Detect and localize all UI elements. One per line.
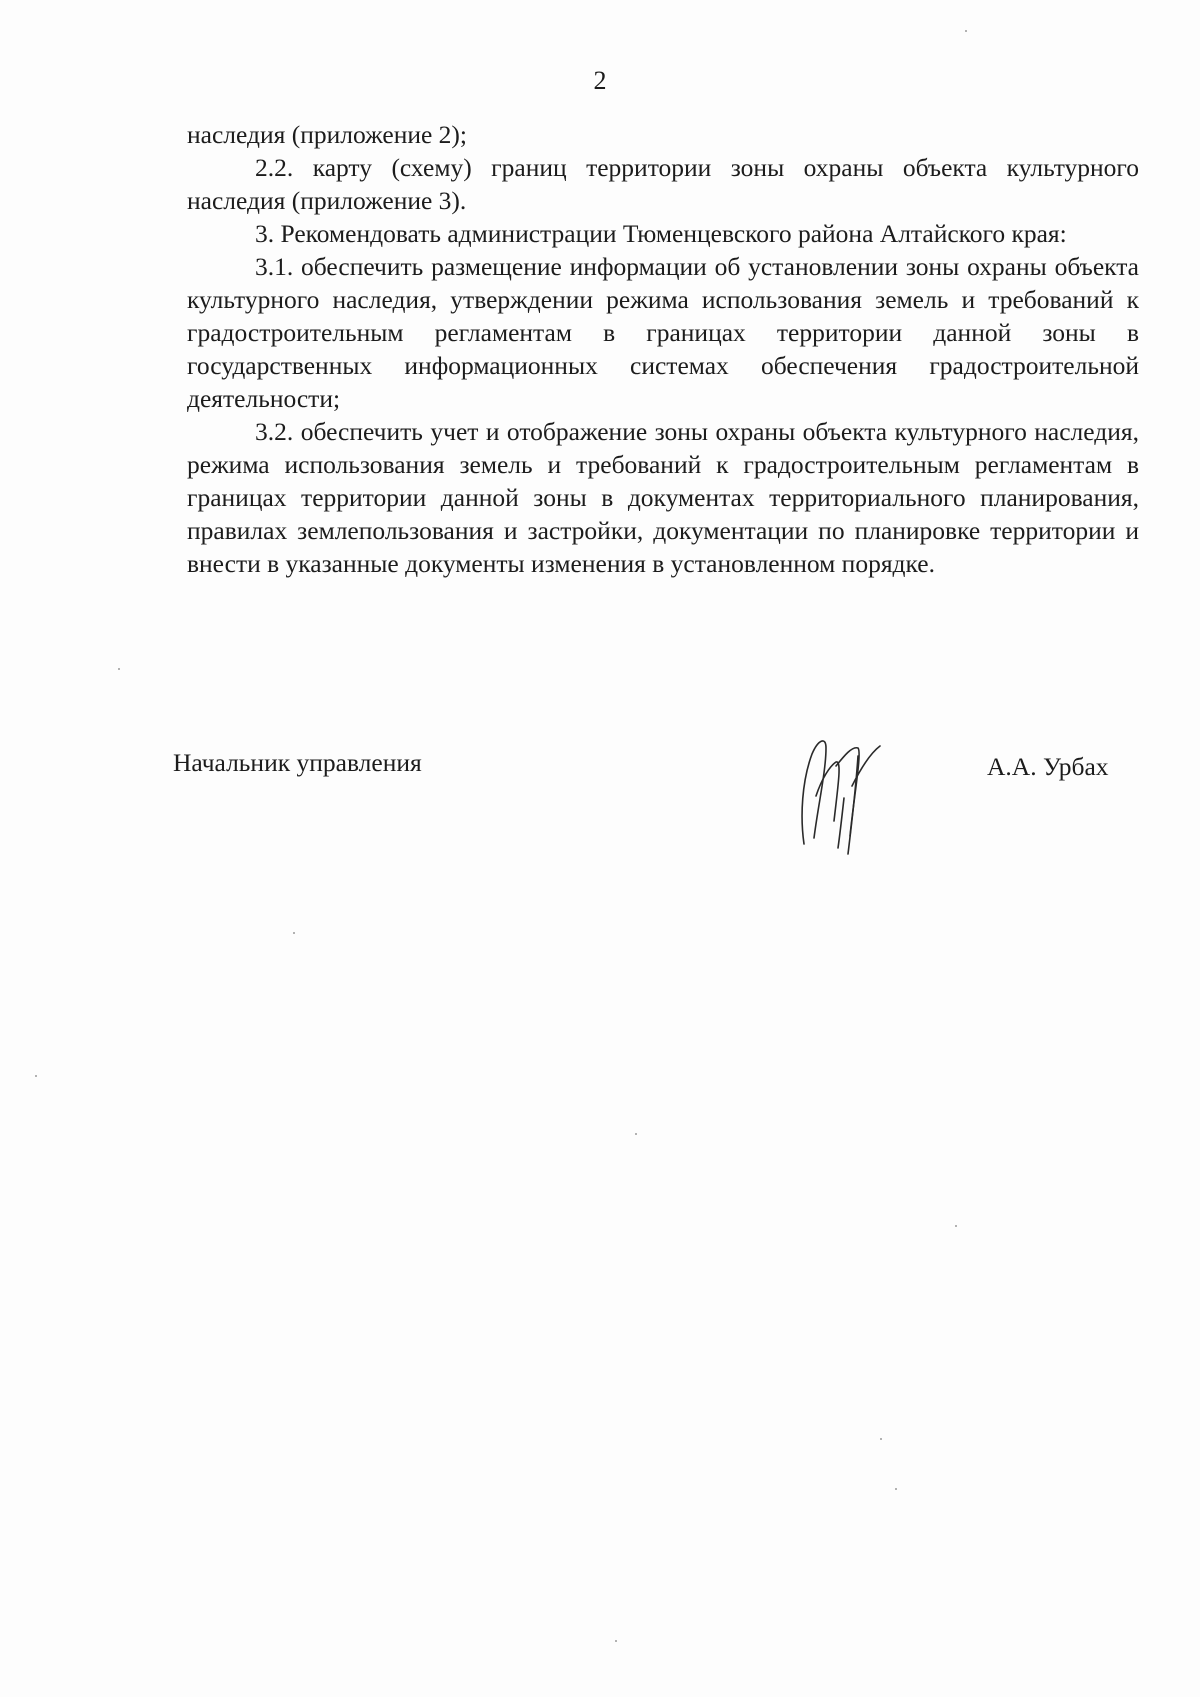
page-number: 2: [593, 66, 607, 95]
scan-speck: [880, 1438, 882, 1440]
signatory-name: А.А. Урбах: [987, 752, 1109, 781]
paragraph-3: 3. Рекомендовать администрации Тюменцевского района Алтайского края:: [255, 219, 1067, 248]
scan-speck: [635, 1133, 637, 1135]
handwritten-signature: [792, 726, 902, 861]
scan-speck: [35, 1075, 37, 1077]
scan-speck: [955, 1225, 957, 1227]
signatory-title: Начальник управления: [173, 748, 422, 777]
paragraph-2-2: 2.2. карту (схему) границ территории зоны охраны объекта культурного наследия (приложение 3).: [187, 153, 1139, 215]
paragraph-3-2: 3.2. обеспечить учет и отображение зоны охраны объекта культурного наследия, режима использования земель и требований к градостроительным регламентам в границах территории данной зоны в документах территориального планирования, правилах землепользования и застройки, документации по планировке территории и внести в указанные документы изменения в установленном порядке.: [187, 417, 1139, 578]
paragraph-heritage-annex-2: наследия (приложение 2);: [187, 120, 468, 149]
scan-speck: [293, 932, 295, 934]
scan-speck: [965, 30, 967, 32]
scan-speck: [615, 1640, 617, 1642]
scan-speck: [895, 1488, 897, 1490]
document-body: [187, 118, 1139, 580]
paragraph-3-1: 3.1. обеспечить размещение информации об установлении зоны охраны объекта культурного наследия, утверждении режима использования земель и требований к градостроительным регламентам в границах территории данной зоны в государственных информационных системах обеспечения градостроительной деятельности;: [187, 252, 1139, 413]
scan-speck: [118, 668, 120, 670]
